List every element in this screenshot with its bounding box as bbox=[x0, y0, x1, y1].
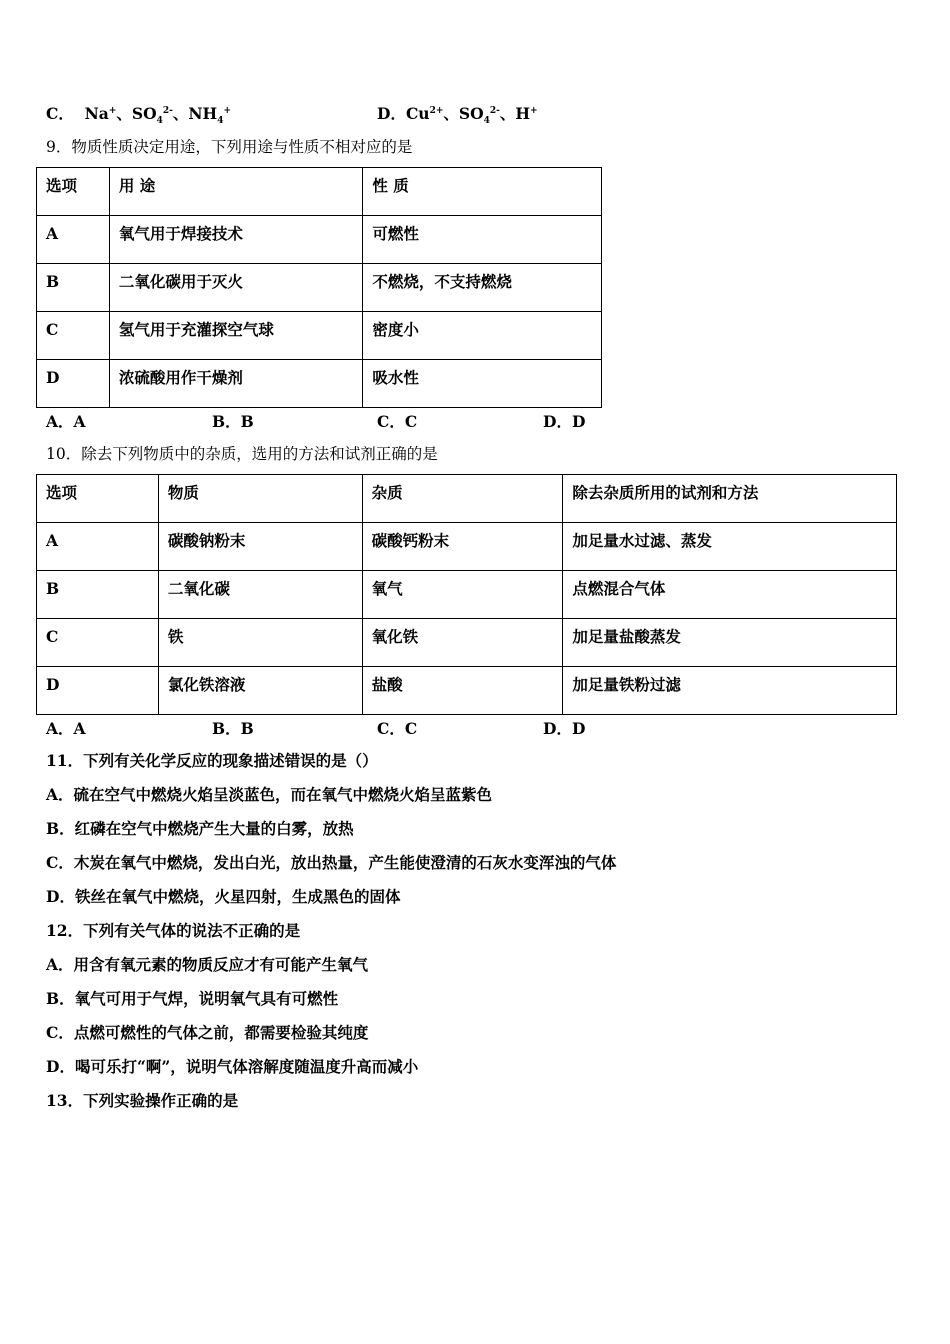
q9-answer-c: C．C bbox=[377, 412, 418, 431]
q9-answer-a: A．A bbox=[46, 412, 86, 431]
table-cell: C bbox=[37, 619, 159, 667]
q8-d-ion-2: 、SO bbox=[443, 104, 484, 123]
table-header-cell: 杂质 bbox=[362, 475, 563, 523]
q8-option-d-label: D． bbox=[377, 104, 406, 123]
table-row bbox=[37, 312, 602, 360]
q8-c-charge-3: + bbox=[223, 105, 232, 116]
table-cell: 吸水性 bbox=[363, 360, 602, 408]
table-cell: D bbox=[37, 360, 110, 408]
table-cell: 加足量盐酸蒸发 bbox=[563, 619, 897, 667]
table-row bbox=[37, 667, 897, 715]
table-cell: 氧气 bbox=[362, 571, 563, 619]
table-cell: 密度小 bbox=[363, 312, 602, 360]
table-row bbox=[37, 216, 602, 264]
table-cell: 铁 bbox=[158, 619, 362, 667]
q8-d-ion-1: Cu bbox=[405, 104, 430, 123]
table-cell: D bbox=[37, 667, 159, 715]
q8-c-charge-1: + bbox=[108, 105, 117, 116]
q11-option-b: B．红磷在空气中燃烧产生大量的白雾，放热 bbox=[46, 819, 354, 838]
q8-d-sub-2: 4 bbox=[483, 116, 490, 127]
q8-d-charge-3: + bbox=[530, 105, 538, 116]
q8-option-c bbox=[46, 102, 232, 127]
table-cell: 浓硫酸用作干燥剂 bbox=[109, 360, 363, 408]
q9-answer-b: B．B bbox=[212, 412, 254, 431]
q11-option-a: A．硫在空气中燃烧火焰呈淡蓝色，而在氧气中燃烧火焰呈蓝紫色 bbox=[46, 785, 493, 804]
table-cell: 点燃混合气体 bbox=[563, 571, 897, 619]
q9-answer-d: D．D bbox=[543, 412, 586, 431]
q11-stem: 11．下列有关化学反应的现象描述错误的是（） bbox=[46, 751, 378, 770]
table-cell: 盐酸 bbox=[362, 667, 563, 715]
table-cell: 不燃烧，不支持燃烧 bbox=[363, 264, 602, 312]
q12-option-c: C．点燃可燃性的气体之前，都需要检验其纯度 bbox=[46, 1023, 369, 1042]
q10-answer-b: B．B bbox=[212, 719, 254, 738]
table-cell: C bbox=[37, 312, 110, 360]
table-header-cell: 用 途 bbox=[109, 168, 363, 216]
q11-option-c: C．木炭在氧气中燃烧，发出白光，放出热量，产生能使澄清的石灰水变浑浊的气体 bbox=[46, 853, 617, 872]
table-header-row bbox=[37, 475, 897, 523]
q12-stem: 12．下列有关气体的说法不正确的是 bbox=[46, 921, 301, 940]
table-cell: 氢气用于充灌探空气球 bbox=[109, 312, 363, 360]
table-header-cell: 除去杂质所用的试剂和方法 bbox=[563, 475, 897, 523]
table-cell: 碳酸钠粉末 bbox=[158, 523, 362, 571]
table-row bbox=[37, 571, 897, 619]
q13-stem: 13．下列实验操作正确的是 bbox=[46, 1091, 239, 1110]
table-cell: 氧化铁 bbox=[362, 619, 563, 667]
q12-option-b: B．氧气可用于气焊，说明氧气具有可燃性 bbox=[46, 989, 339, 1008]
table-cell: 碳酸钙粉末 bbox=[362, 523, 563, 571]
table-row bbox=[37, 619, 897, 667]
q8-c-charge-2: 2- bbox=[162, 105, 173, 116]
q8-c-ion-3: 、NH bbox=[172, 104, 218, 123]
table-row bbox=[37, 264, 602, 312]
table-header-cell: 物质 bbox=[158, 475, 362, 523]
table-cell: 加足量铁粉过滤 bbox=[563, 667, 897, 715]
table-cell: 二氧化碳 bbox=[158, 571, 362, 619]
q8-c-ion-1: Na bbox=[84, 104, 109, 123]
q10-table bbox=[36, 474, 897, 715]
q10-stem: 10．除去下列物质中的杂质，选用的方法和试剂正确的是 bbox=[46, 445, 438, 463]
q9-stem: 9．物质性质决定用途，下列用途与性质不相对应的是 bbox=[46, 138, 413, 156]
q9-table bbox=[36, 167, 602, 408]
table-header-cell: 选项 bbox=[37, 475, 159, 523]
q8-c-sub-2: 4 bbox=[156, 116, 163, 127]
table-header-cell: 性 质 bbox=[363, 168, 602, 216]
table-row bbox=[37, 360, 602, 408]
q12-option-a: A．用含有氧元素的物质反应才有可能产生氧气 bbox=[46, 955, 369, 974]
table-row bbox=[37, 523, 897, 571]
q10-answer-c: C．C bbox=[377, 719, 418, 738]
table-cell: 二氧化碳用于灭火 bbox=[109, 264, 363, 312]
q10-answer-a: A．A bbox=[46, 719, 86, 738]
q12-option-d: D．喝可乐打“啊”，说明气体溶解度随温度升高而减小 bbox=[46, 1057, 419, 1076]
q8-option-c-label: C． bbox=[46, 104, 74, 123]
q8-d-ion-3: 、H bbox=[499, 104, 530, 123]
table-cell: 可燃性 bbox=[363, 216, 602, 264]
table-cell: 氯化铁溶液 bbox=[158, 667, 362, 715]
table-header-row bbox=[37, 168, 602, 216]
table-cell: B bbox=[37, 571, 159, 619]
q8-d-charge-2: 2- bbox=[489, 105, 500, 116]
q8-c-ion-2: 、SO bbox=[116, 104, 157, 123]
table-cell: 加足量水过滤、蒸发 bbox=[563, 523, 897, 571]
q11-option-d: D．铁丝在氧气中燃烧，火星四射，生成黑色的固体 bbox=[46, 887, 401, 906]
q10-answer-d: D．D bbox=[543, 719, 586, 738]
table-cell: A bbox=[37, 216, 110, 264]
q8-c-sub-3: 4 bbox=[217, 116, 224, 127]
q8-option-d bbox=[377, 102, 538, 127]
table-cell: 氧气用于焊接技术 bbox=[109, 216, 363, 264]
table-cell: B bbox=[37, 264, 110, 312]
q8-d-charge-1: 2+ bbox=[429, 105, 444, 116]
table-header-cell: 选项 bbox=[37, 168, 110, 216]
table-cell: A bbox=[37, 523, 159, 571]
